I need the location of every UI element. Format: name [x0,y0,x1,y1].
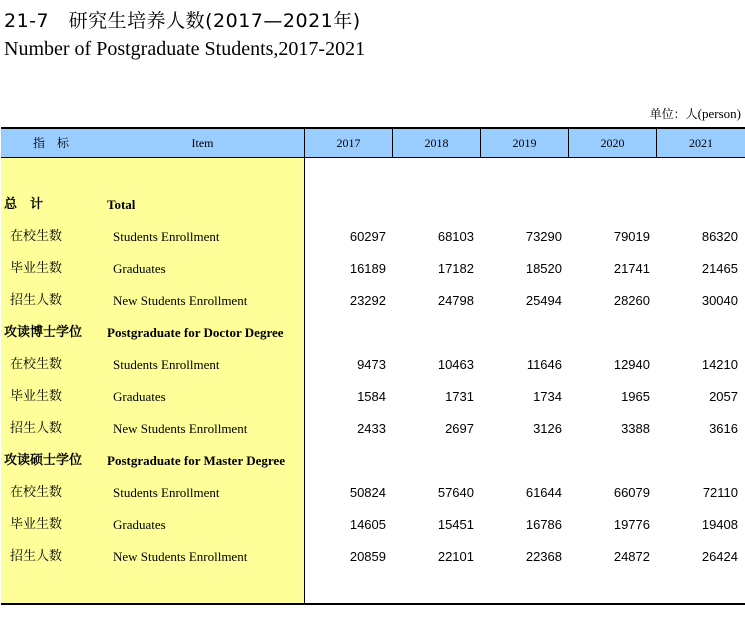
value-2017: 2433 [357,421,386,436]
value-2017: 50824 [349,485,386,500]
value-2021: 19408 [701,517,738,532]
value-2021: 14210 [701,357,738,372]
value-2021: 26424 [701,549,738,564]
value-2018: 24798 [437,293,474,308]
header-year-2019: 2019 [480,129,568,157]
header-indicator: 指 标 [32,136,69,150]
page-title-en: Number of Postgraduate Students,2017-2021 [4,38,366,60]
section-label-en: Postgraduate for Master Degree [107,453,285,468]
row-label-en: Students Enrollment [113,485,220,500]
value-2019: 18520 [525,261,562,276]
table-row [1,413,745,445]
header-year-2018: 2018 [392,129,480,157]
value-2018: 17182 [437,261,474,276]
value-2021: 30040 [701,293,738,308]
value-2019: 73290 [525,229,562,244]
value-2017: 9473 [357,357,386,372]
row-label-cn: 在校生数 [10,229,63,244]
row-label-cn: 招生人数 [10,293,63,308]
section-row-master [1,445,745,477]
table-row [1,221,745,253]
row-label-en: Students Enrollment [113,229,220,244]
row-label-en: Graduates [113,389,166,404]
table-row [1,381,745,413]
header-item: Item [191,136,214,150]
value-2018: 57640 [437,485,474,500]
table-header [1,129,745,158]
page-title-cn: 21-7 研究生培养人数(2017—2021年) [4,10,361,32]
section-row-total [1,189,745,221]
unit-label-cn: 单位：人 [649,107,698,121]
header-year-2017: 2017 [304,129,392,157]
row-label-cn: 招生人数 [10,549,63,564]
table-row [1,349,745,381]
row-label-cn: 在校生数 [10,485,63,500]
value-2017: 1584 [357,389,386,404]
value-2021: 21465 [701,261,738,276]
value-2018: 2697 [445,421,474,436]
table-row [1,253,745,285]
section-row-doctor [1,317,745,349]
value-2018: 15451 [437,517,474,532]
value-2019: 61644 [525,485,562,500]
value-2017: 60297 [349,229,386,244]
row-label-en: Graduates [113,517,166,532]
row-label-en: New Students Enrollment [113,293,248,308]
row-label-en: New Students Enrollment [113,421,248,436]
value-2018: 68103 [437,229,474,244]
header-year-2021: 2021 [656,129,745,157]
unit-label [650,105,741,122]
value-2019: 16786 [525,517,562,532]
value-2018: 22101 [437,549,474,564]
value-2020: 24872 [613,549,650,564]
row-label-cn: 毕业生数 [10,389,63,404]
value-2019: 25494 [525,293,562,308]
row-label-cn: 毕业生数 [10,517,63,532]
value-2019: 1734 [533,389,562,404]
value-2019: 11646 [526,357,562,372]
row-label-cn: 毕业生数 [10,261,63,276]
value-2021: 3616 [709,421,738,436]
section-label-en: Total [107,197,136,212]
row-label-en: Graduates [113,261,166,276]
value-2020: 66079 [613,485,650,500]
value-2020: 3388 [621,421,650,436]
header-year-2020: 2020 [568,129,656,157]
value-2021: 86320 [701,229,738,244]
value-2019: 3126 [533,421,562,436]
value-2020: 79019 [613,229,650,244]
unit-label-en: (person) [697,106,741,121]
table-row [1,477,745,509]
value-2017: 23292 [349,293,386,308]
value-2020: 21741 [613,261,650,276]
statistics-table [1,127,745,605]
row-label-cn: 招生人数 [10,421,63,436]
table-top-rule [1,127,745,129]
section-label-cn: 攻读博士学位 [4,325,83,340]
value-2021: 72110 [702,485,738,500]
value-2020: 1965 [621,389,650,404]
value-2020: 28260 [613,293,650,308]
section-label-cn: 攻读硕士学位 [4,453,83,468]
table-row [1,541,745,573]
row-label-en: New Students Enrollment [113,549,248,564]
value-2018: 1731 [445,389,474,404]
row-label-en: Students Enrollment [113,357,220,372]
value-2021: 2057 [709,389,738,404]
section-label-en: Postgraduate for Doctor Degree [107,325,284,340]
value-2020: 12940 [613,357,650,372]
table-bottom-rule [1,603,745,605]
section-label-cn: 总 计 [4,197,44,212]
value-2017: 20859 [349,549,386,564]
value-2018: 10463 [437,357,474,372]
row-label-cn: 在校生数 [10,357,63,372]
table-row [1,285,745,317]
table-row [1,509,745,541]
value-2020: 19776 [613,517,650,532]
value-2017: 14605 [349,517,386,532]
value-2019: 22368 [525,549,562,564]
value-2017: 16189 [349,261,386,276]
